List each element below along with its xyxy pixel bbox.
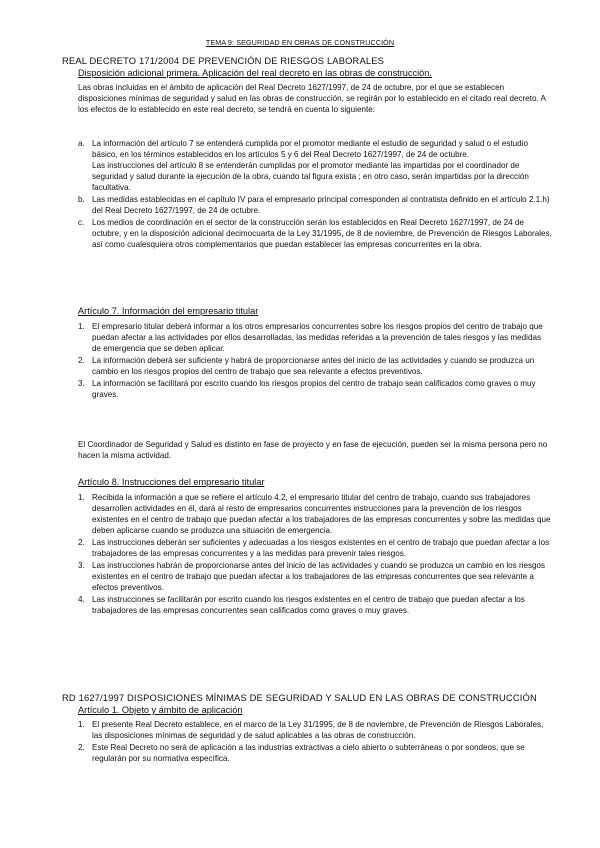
section1-subheading: Disposición adicional primera. Aplicación del real decreto en las obras de construcción.: [78, 68, 432, 78]
list-marker: 1.: [78, 322, 85, 331]
list-item-text: El presente Real Decreto establece, en el marco de la Ley 31/1995, de 8 de noviembre, de Prevención de Riesgos Laborales, las disposiciones mínimas de seguridad y de salud aplicables a las obras de construcción.: [92, 720, 544, 740]
list-item: [78, 355, 552, 377]
section2-heading: RD 1627/1997 DISPOSICIONES MÍNIMAS DE SEGURIDAD Y SALUD EN LAS OBRAS DE CONSTRUCCIÓN: [62, 692, 537, 703]
list-item-text: Recibida la información a que se refiere el artículo 4.2, el empresario titular del centro de trabajo, cuando sus trabajadores desarrollen actividades en él, dará al resto de empresarios concurrentes instrucciones para la prevención de los riesgos existentes en el centro de trabajo que puedan afectar a los trabajadores de las empresas concurrentes y sobre las medidas que deben aplicarse cuando se produzca una situación de emergencia.: [92, 493, 551, 535]
article8-list: [78, 492, 552, 617]
list-item-text: Las instrucciones se facilitarán por escrito cuando los riesgos existentes en el centro de trabajo que puedan afectar a los trabajadores de las empresas concurrentes sean calificados como graves o muy graves.: [92, 595, 525, 615]
section1-list: [78, 138, 552, 251]
article7-list: [78, 321, 552, 401]
list-marker: a.: [78, 139, 85, 148]
list-item: [78, 138, 552, 193]
list-marker: c.: [78, 218, 85, 227]
list-item-text: La información deberá ser suficiente y habrá de proporcionarse antes del inicio de las actividades y cuando se produzca un cambio en los riesgos propios del centro de trabajo que sea relevante a efectos preventivos.: [92, 356, 535, 376]
list-marker: 1.: [78, 720, 85, 729]
list-item-text: Las instrucciones habrán de proporcionarse antes del inicio de las actividades y cuando se produzca un cambio en los riesgos existentes en el centro de trabajo que puedan afectar a los trabajadores de las empresas concurrentes que sea relevante a efectos preventivos.: [92, 561, 546, 592]
section2-subheading: Artículo 1. Objeto y ámbito de aplicación: [78, 705, 243, 715]
list-item-text: Los medios de coordinación en el sector de la construcción serán los establecidos en Real Decreto 1627/1997, de 24 de octubre, y en la disposición adicional decimocuarta de la Ley 31/1995, de 8 de noviembre, de Prevención de Riesgos Laborales, así como cualesquiera otros complementarios que puedan establecer las empresas concurrentes en la obra.: [92, 218, 552, 249]
list-item: [78, 719, 552, 741]
list-item-text: La información se facilitará por escrito cuando los riesgos propios del centro de trabajo sean calificados como graves o muy graves.: [92, 379, 536, 399]
list-item-text: Las medidas establecidas en el capítulo IV para el empresario principal corresponden al contratista definido en el artículo 2.1.h) del Real Decreto 1627/1997, de 24 de octubre.: [92, 195, 550, 215]
article7-heading: Artículo 7. Información del empresario titular: [78, 306, 259, 316]
list-marker: 2.: [78, 356, 85, 365]
list-item: [78, 378, 552, 400]
list-item: [78, 194, 552, 216]
list-item-text: Las instrucciones deberán ser suficientes y adecuadas a los riesgos existentes en el centro de trabajo que puedan afectar a los trabajadores de las empresas concurrentes y a las medidas para prevenir tales riesgos.: [92, 538, 550, 558]
list-item: [78, 217, 552, 250]
list-item: [78, 560, 552, 593]
list-marker: 2.: [78, 743, 85, 752]
list-item: [78, 594, 552, 616]
list-marker: 2.: [78, 538, 85, 547]
list-item: [78, 321, 552, 354]
list-item-text: Este Real Decreto no será de aplicación a las industrias extractivas a cielo abierto o subterráneas o por sondeos, que se regularán por su normativa específica.: [92, 743, 525, 763]
list-item-extra: Las instrucciones del artículo 8 se entenderán cumplidas por el promotor mediante las impartidas por el coordinador de seguridad y salud durante la ejecución de la obra, cuando tal figura exista ; en otro caso, serán impartidas por la dirección facultativa.: [92, 161, 529, 192]
section1-heading: REAL DECRETO 171/2004 DE PREVENCIÓN DE RIESGOS LABORALES: [62, 55, 385, 66]
article8-heading: Artículo 8. Instrucciones del empresario titular: [78, 477, 265, 487]
list-item: [78, 537, 552, 559]
list-marker: 4.: [78, 595, 85, 604]
section1-intro: Las obras incluidas en el ámbito de aplicación del Real Decreto 1627/1997, de 24 de octubre, por el que se establecen disposiciones mínimas de seguridad y salud en las obras de construcción, se regirán por lo establecido en el citado real decreto. A los efectos de lo establecido en este real decreto, se tendrá en cuenta lo siguiente:: [78, 83, 546, 114]
list-marker: 3.: [78, 379, 85, 388]
list-marker: b.: [78, 195, 85, 204]
document-title: TEMA 9: SEGURIDAD EN OBRAS DE CONSTRUCCIÓN: [205, 38, 395, 47]
list-item: [78, 742, 552, 764]
section2-list: [78, 719, 552, 765]
list-marker: 1.: [78, 493, 85, 502]
list-item-text: El empresario titular deberá informar a los otros empresarios concurrentes sobre los riesgos propios del centro de trabajo que puedan afectar a las actividades por ellos desarrolladas, las medidas referidas a la prevención de tales riesgos y las medidas de emergencia que se deben aplicar.: [92, 322, 543, 353]
coordinator-note: El Coordinador de Seguridad y Salud es distinto en fase de proyecto y en fase de ejecución, pueden ser la misma persona pero no hacen la misma actividad.: [78, 440, 548, 460]
list-item: [78, 492, 552, 536]
list-item-text: La información del artículo 7 se entenderá cumplida por el promotor mediante el estudio de seguridad y salud o el estudio básico, en los términos establecidos en los artículos 5 y 6 del Real Decreto 1627/1997, de 24 de octubre.: [92, 139, 528, 159]
list-marker: 3.: [78, 561, 85, 570]
